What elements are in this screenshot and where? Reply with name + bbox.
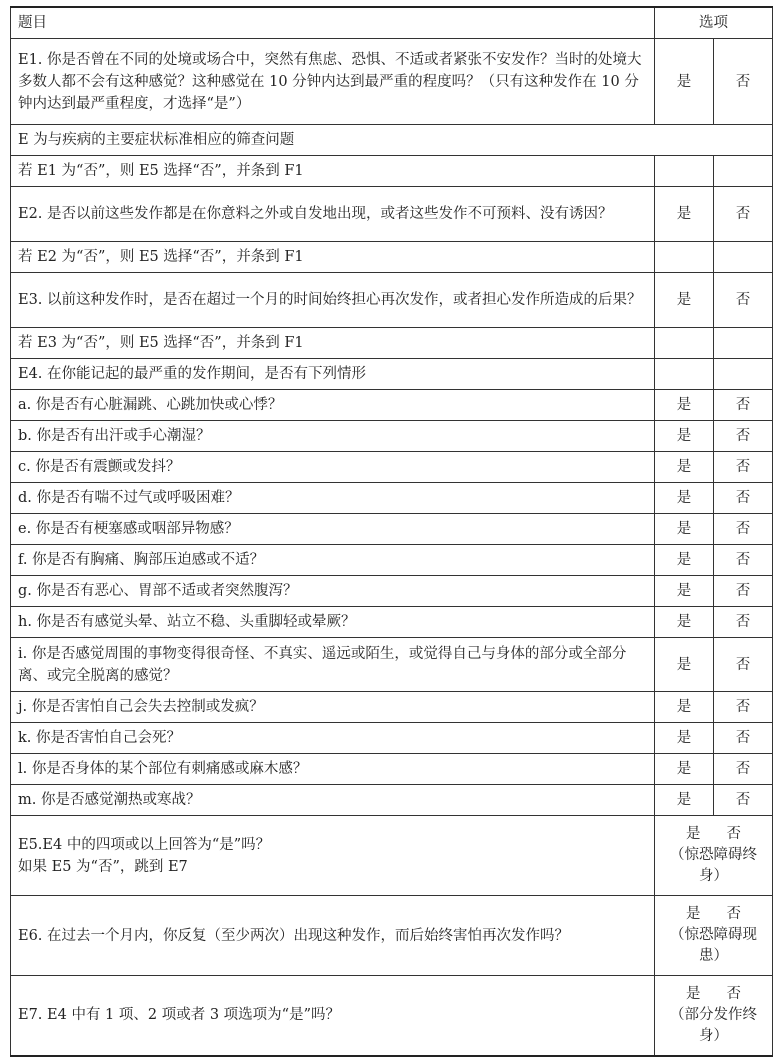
no-option[interactable]: 否 [714,273,773,328]
no-option[interactable]: 否 [714,723,773,754]
no-option[interactable]: 否 [714,483,773,514]
empty-cell [655,328,714,359]
e6-diagnosis-note: （惊恐障碍现患） [670,927,757,964]
question-e4k: k. 你是否害怕自己会死？ [11,723,655,754]
yes-option[interactable]: 是 [655,39,714,125]
no-option[interactable]: 否 [714,576,773,607]
table-row [11,896,773,976]
empty-cell [714,359,773,390]
question-e4d: d. 你是否有喘不过气或呼吸困难？ [11,483,655,514]
no-option[interactable]: 否 [726,985,741,1002]
table-row [11,242,773,273]
no-option[interactable]: 否 [714,785,773,816]
table-row [11,754,773,785]
e7-diagnosis-note: （部分发作终身） [670,1006,757,1044]
e5-diagnosis-note: （惊恐障碍终身） [670,847,757,884]
table-row [11,359,773,390]
question-e4: E4. 在你能记起的最严重的发作期间，是否有下列情形 [11,359,655,390]
no-option[interactable]: 否 [714,514,773,545]
no-option[interactable]: 否 [714,390,773,421]
table-row [11,816,773,896]
question-e6: E6. 在过去一个月内，你反复（至少两次）出现这种发作，而后始终害怕再次发作吗？ [11,896,655,976]
yes-option[interactable]: 是 [655,187,714,242]
table-row [11,545,773,576]
yes-option[interactable]: 是 [655,754,714,785]
yes-option[interactable]: 是 [686,826,701,842]
table-row [11,452,773,483]
empty-cell [714,242,773,273]
empty-cell [655,242,714,273]
yes-option[interactable]: 是 [655,545,714,576]
e-section-intro: E 为与疾病的主要症状标准相应的筛查问题 [11,125,773,156]
question-column-header: 题目 [11,7,655,39]
question-e4l: l. 你是否身体的某个部位有刺痛感或麻木感？ [11,754,655,785]
question-e4i: i. 你是否感觉周围的事物变得很奇怪、不真实、遥远或陌生，或觉得自己与身体的部分或全部分离、或完全脱离的感觉？ [11,638,655,692]
yes-option[interactable]: 是 [655,576,714,607]
table-row [11,273,773,328]
yes-option[interactable]: 是 [655,692,714,723]
skip-instruction-e3: 若 E3 为“否”，则 E5 选择“否”，并条到 F1 [11,328,655,359]
yes-option[interactable]: 是 [655,514,714,545]
option-column-header: 选项 [655,7,773,39]
yes-option[interactable]: 是 [655,390,714,421]
question-e4c: c. 你是否有震颤或发抖？ [11,452,655,483]
header-row [11,7,773,39]
question-e4b: b. 你是否有出汗或手心潮湿？ [11,421,655,452]
empty-cell [714,156,773,187]
no-option[interactable]: 否 [714,421,773,452]
question-e5-line1: E5.E4 中的四项或以上回答为“是”吗？ [18,836,271,853]
question-e3: E3. 以前这种发作时，是否在超过一个月的时间始终担心再次发作，或者担心发作所造成的后果？ [11,273,655,328]
e5-choice-pair [662,824,765,845]
e5-options [655,816,773,896]
e6-options [655,896,773,976]
question-e4h: h. 你是否有感觉头晕、站立不稳、头重脚轻或晕厥？ [11,607,655,638]
no-option[interactable]: 否 [726,826,741,842]
skip-instruction-e1: 若 E1 为“否”，则 E5 选择“否”，并条到 F1 [11,156,655,187]
question-e1: E1. 你是否曾在不同的处境或场合中，突然有焦虑、恐惧、不适或者紧张不安发作？当时的处境大多数人都不会有这种感觉？这种感觉在 10 分钟内达到最严重的程度吗？（只有这种发作在 10 分钟内达到最严重程度，才选择“是”） [11,39,655,125]
no-option[interactable]: 否 [714,545,773,576]
table-row [11,692,773,723]
question-e4a: a. 你是否有心脏漏跳、心跳加快或心悸？ [11,390,655,421]
table-row [11,39,773,125]
question-e4f: f. 你是否有胸痛、胸部压迫感或不适？ [11,545,655,576]
e7-choice-pair [662,984,765,1005]
yes-option[interactable]: 是 [686,906,701,922]
yes-option[interactable]: 是 [655,483,714,514]
e7-options [655,976,773,1056]
question-e5-line2: 如果 E5 为“否”，跳到 E7 [18,858,188,875]
table-row [11,328,773,359]
question-e7: E7. E4 中有 1 项、2 项或者 3 项选项为“是”吗？ [11,976,655,1056]
empty-cell [714,328,773,359]
yes-option[interactable]: 是 [655,638,714,692]
table-row [11,976,773,1056]
table-row [11,723,773,754]
table-row [11,483,773,514]
question-e4m: m. 你是否感觉潮热或寒战？ [11,785,655,816]
table-row [11,785,773,816]
no-option[interactable]: 否 [714,452,773,483]
question-e2: E2. 是否以前这些发作都是在你意料之外或自发地出现，或者这些发作不可预料、没有诱因？ [11,187,655,242]
no-option[interactable]: 否 [714,187,773,242]
yes-option[interactable]: 是 [655,452,714,483]
table-row [11,576,773,607]
table-row [11,125,773,156]
table-row [11,607,773,638]
skip-instruction-e2: 若 E2 为“否”，则 E5 选择“否”，并条到 F1 [11,242,655,273]
table-row [11,638,773,692]
no-option[interactable]: 否 [714,607,773,638]
question-e4j: j. 你是否害怕自己会失去控制或发疯？ [11,692,655,723]
question-e5 [11,816,655,896]
no-option[interactable]: 否 [714,754,773,785]
e6-choice-pair [662,904,765,925]
no-option[interactable]: 否 [726,906,741,922]
empty-cell [655,156,714,187]
yes-option[interactable]: 是 [655,273,714,328]
yes-option[interactable]: 是 [655,421,714,452]
question-e4e: e. 你是否有梗塞感或咽部异物感？ [11,514,655,545]
yes-option[interactable]: 是 [655,607,714,638]
yes-option[interactable]: 是 [655,785,714,816]
table-row [11,156,773,187]
yes-option[interactable]: 是 [686,985,701,1002]
yes-option[interactable]: 是 [655,723,714,754]
table-row [11,390,773,421]
empty-cell [655,359,714,390]
no-option[interactable]: 否 [714,638,773,692]
table-row [11,421,773,452]
no-option[interactable]: 否 [714,692,773,723]
table-row [11,187,773,242]
question-e4g: g. 你是否有恶心、胃部不适或者突然腹泻？ [11,576,655,607]
no-option[interactable]: 否 [714,39,773,125]
table-row [11,514,773,545]
questionnaire-table [10,6,773,1057]
